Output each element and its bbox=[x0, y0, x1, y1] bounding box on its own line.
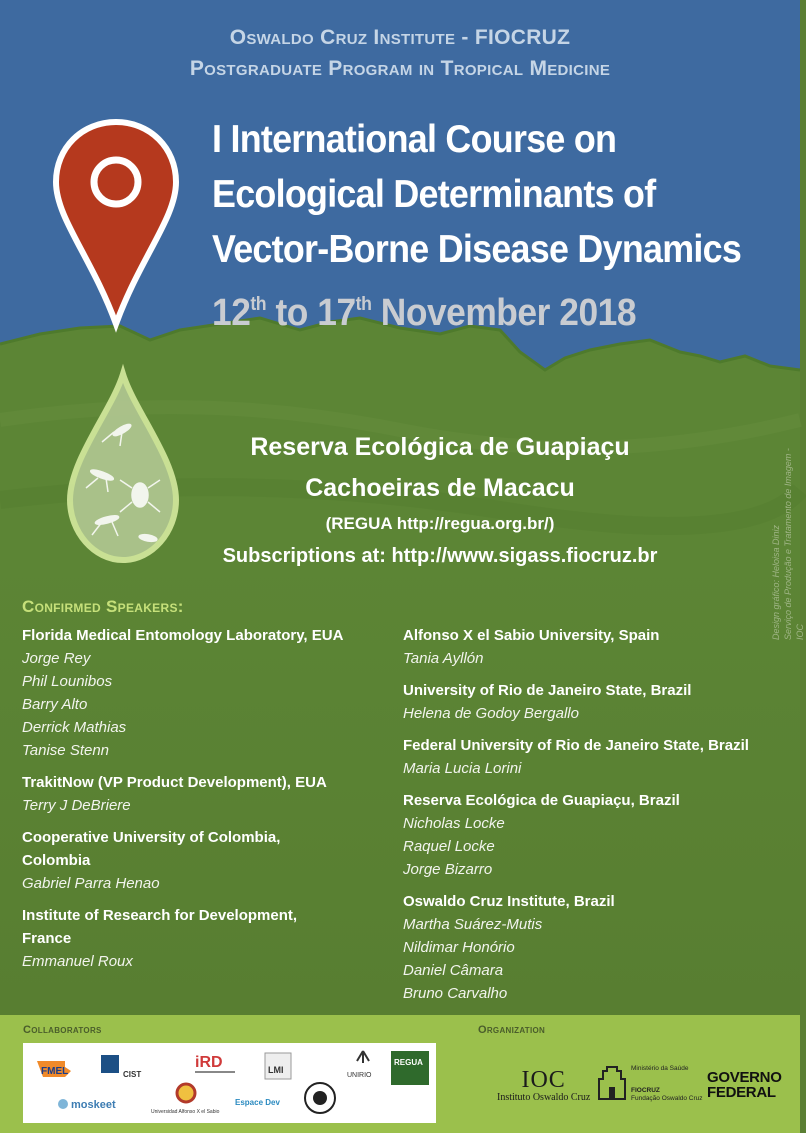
location-pin-icon bbox=[52, 118, 180, 328]
start-suffix: th bbox=[250, 294, 267, 315]
ioc-name: Instituto Oswaldo Cruz bbox=[497, 1092, 591, 1103]
speaker-org: TrakitNow (VP Product Development), EUA bbox=[22, 774, 327, 791]
speaker-org-country: France bbox=[22, 930, 72, 947]
speaker-name: Helena de Godoy Bergallo bbox=[403, 705, 579, 722]
speakers-column-left bbox=[22, 624, 392, 982]
credit-line-1: Design gráfico: Heloisa Diniz bbox=[771, 524, 781, 640]
espace-dev-logo bbox=[233, 1091, 285, 1117]
subscriptions-link[interactable]: Subscriptions at: http://www.sigass.fiocruz.br bbox=[222, 545, 658, 567]
venue-city: Cachoeiras de Macacu bbox=[305, 474, 575, 502]
speaker-name: Nildimar Honório bbox=[403, 939, 515, 956]
speaker-org-country: Colombia bbox=[22, 852, 91, 869]
speaker-name: Barry Alto bbox=[22, 696, 88, 713]
title-line-3: Vector-Borne Disease Dynamics bbox=[212, 228, 742, 271]
speaker-name: Daniel Câmara bbox=[403, 962, 504, 979]
seal-logo bbox=[303, 1081, 337, 1115]
speaker-org: Cooperative University of Colombia, bbox=[22, 829, 281, 846]
speaker-org: Alfonso X el Sabio University, Spain bbox=[403, 627, 660, 644]
mosquito-drop-icon bbox=[62, 370, 184, 565]
governo-federal-logo bbox=[707, 1070, 782, 1100]
espace-dev-logo-text: Espace Dev bbox=[235, 1098, 280, 1107]
lmi-logo-text: LMI bbox=[268, 1065, 284, 1075]
speaker-name: Tanise Stenn bbox=[22, 742, 110, 759]
date-connector: to bbox=[275, 292, 308, 334]
speaker-name: Bruno Carvalho bbox=[403, 985, 508, 1002]
speaker-org: University of Rio de Janeiro State, Brazil bbox=[403, 682, 692, 699]
gov-line-2: FEDERAL bbox=[707, 1084, 776, 1101]
gov-line-1: GOVERNO bbox=[707, 1069, 782, 1086]
speakers-column-right bbox=[403, 624, 798, 1014]
alfonso-x-logo-text: Universidad Alfonso X el Sabio bbox=[151, 1109, 220, 1115]
institute-name: Oswaldo Cruz Institute - FIOCRUZ bbox=[229, 26, 571, 49]
speaker-group bbox=[22, 771, 392, 817]
speaker-org: Federal University of Rio de Janeiro State, Brazil bbox=[403, 737, 749, 754]
course-title bbox=[212, 112, 746, 277]
speaker-name: Nicholas Locke bbox=[403, 815, 505, 832]
venue-website[interactable]: (REGUA http://regua.org.br/) bbox=[325, 514, 555, 533]
fmel-logo-text: FMEL bbox=[41, 1066, 69, 1077]
fiocruz-abbr: FIOCRUZ bbox=[631, 1087, 660, 1094]
end-suffix: th bbox=[355, 294, 372, 315]
speaker-org: Reserva Ecológica de Guapiaçu, Brazil bbox=[403, 792, 680, 809]
regua-logo-text: REGUA bbox=[394, 1058, 423, 1067]
fiocruz-name: Fundação Oswaldo Cruz bbox=[631, 1095, 703, 1102]
regua-logo bbox=[391, 1051, 431, 1087]
speaker-org: Florida Medical Entomology Laboratory, EUA bbox=[22, 627, 344, 644]
speaker-org: Oswaldo Cruz Institute, Brazil bbox=[403, 893, 615, 910]
speaker-name: Tania Ayllón bbox=[403, 650, 484, 667]
speaker-group bbox=[403, 789, 798, 881]
ird-logo bbox=[193, 1049, 245, 1079]
speaker-name: Phil Lounibos bbox=[22, 673, 113, 690]
speaker-group bbox=[22, 904, 392, 973]
start-day: 12 bbox=[212, 292, 251, 334]
speakers-heading: Confirmed Speakers: bbox=[22, 597, 184, 616]
credit-line-2: Serviço de Produção e Tratamento de Imagem - IOC bbox=[783, 448, 805, 640]
cist-logo-text: CIST bbox=[123, 1070, 142, 1079]
speaker-name: Jorge Rey bbox=[22, 650, 91, 667]
ministry-name: Ministério da Saúde bbox=[631, 1065, 689, 1072]
cist-logo bbox=[101, 1053, 147, 1081]
design-credit bbox=[770, 440, 806, 640]
program-name: Postgraduate Program in Tropical Medicine bbox=[189, 57, 611, 80]
fiocruz-castle-icon bbox=[597, 1065, 627, 1101]
title-line-1: I International Course on bbox=[212, 118, 617, 161]
unirio-logo bbox=[343, 1049, 383, 1083]
speaker-name: Derrick Mathias bbox=[22, 719, 127, 736]
collaborators-label: Collaborators bbox=[23, 1024, 102, 1036]
unirio-logo-text: UNIRIO bbox=[347, 1072, 372, 1079]
lmi-logo bbox=[265, 1053, 295, 1081]
alfonso-x-logo bbox=[151, 1083, 221, 1117]
ioc-logo bbox=[497, 1067, 590, 1103]
speaker-name: Jorge Bizarro bbox=[403, 861, 493, 878]
fiocruz-logo bbox=[597, 1065, 707, 1105]
speaker-name: Terry J DeBriere bbox=[22, 797, 131, 814]
title-line-2: Ecological Determinants of bbox=[212, 173, 656, 216]
speaker-group bbox=[22, 826, 392, 895]
moskeet-logo-text: moskeet bbox=[71, 1099, 116, 1111]
moskeet-logo bbox=[57, 1095, 127, 1113]
organization-label: Organization bbox=[478, 1024, 546, 1036]
course-dates bbox=[212, 292, 636, 335]
speaker-org: Institute of Research for Development, bbox=[22, 907, 298, 924]
ioc-abbr: IOC bbox=[521, 1067, 566, 1093]
speaker-name: Emmanuel Roux bbox=[22, 953, 133, 970]
venue-name: Reserva Ecológica de Guapiaçu bbox=[250, 433, 630, 461]
speaker-name: Gabriel Parra Henao bbox=[22, 875, 160, 892]
speaker-name: Martha Suárez-Mutis bbox=[403, 916, 543, 933]
month-year: November 2018 bbox=[380, 292, 637, 334]
speaker-group bbox=[403, 624, 798, 670]
speaker-group bbox=[403, 890, 798, 1005]
speaker-group bbox=[22, 624, 392, 762]
speaker-name: Maria Lucia Lorini bbox=[403, 760, 522, 777]
speaker-group bbox=[403, 679, 798, 725]
ird-logo-text: iRD bbox=[195, 1054, 223, 1071]
speaker-name: Raquel Locke bbox=[403, 838, 495, 855]
fmel-logo bbox=[35, 1057, 81, 1081]
end-day: 17 bbox=[317, 292, 356, 334]
speaker-group bbox=[403, 734, 798, 780]
collaborators-logo-panel bbox=[23, 1043, 436, 1123]
